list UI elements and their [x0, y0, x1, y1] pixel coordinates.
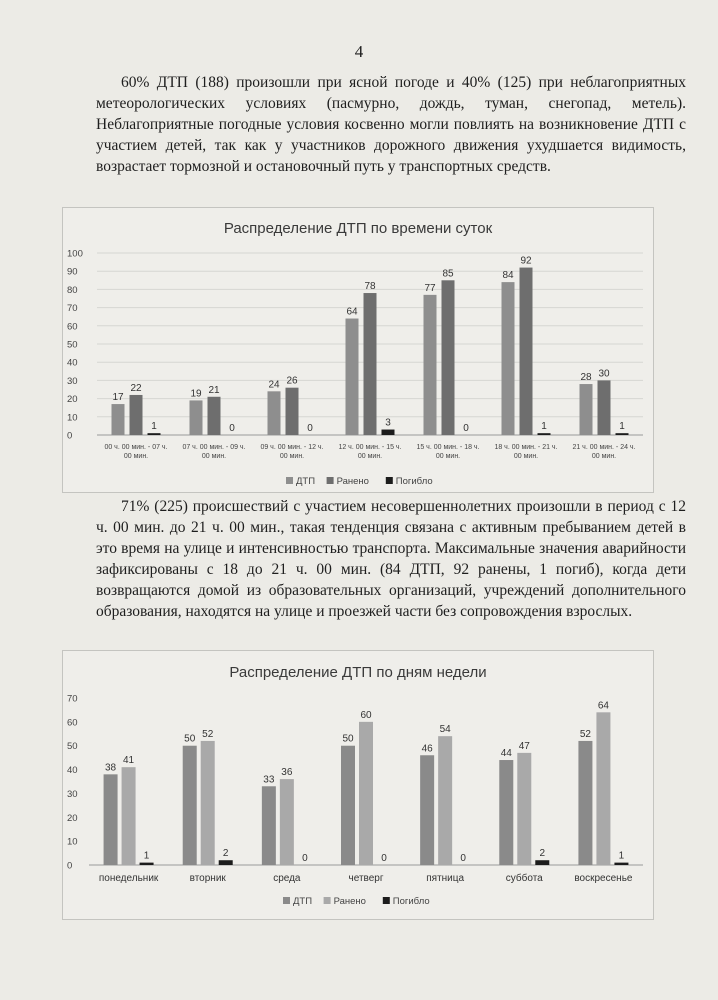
bar	[201, 741, 215, 865]
data-label: 0	[463, 423, 469, 434]
category-label: воскресенье	[574, 873, 633, 884]
bar	[438, 736, 452, 865]
data-label: 1	[151, 421, 157, 433]
bar	[286, 388, 299, 435]
data-label: 19	[190, 388, 202, 400]
data-label: 92	[520, 255, 532, 267]
y-tick-label: 100	[67, 248, 83, 260]
bar	[148, 433, 161, 435]
chart-time-of-day	[62, 207, 654, 493]
y-tick-label: 30	[67, 788, 78, 800]
data-label: 2	[539, 848, 546, 860]
data-label: 84	[502, 270, 514, 282]
bar	[520, 268, 533, 435]
category-label: 00 ч. 00 мин. - 07 ч.	[104, 444, 168, 451]
bar	[262, 786, 276, 865]
bar	[280, 779, 294, 865]
data-label: 64	[597, 700, 609, 712]
legend-label: ДТП	[293, 896, 313, 907]
data-label: 77	[424, 282, 436, 294]
legend-swatch	[324, 897, 331, 904]
data-label: 1	[618, 850, 625, 862]
bar	[219, 860, 233, 865]
bar	[208, 397, 221, 435]
legend-label: Погибло	[395, 476, 433, 487]
data-label: 1	[143, 850, 150, 862]
category-label: суббота	[505, 873, 543, 884]
y-tick-label: 80	[67, 284, 78, 296]
data-label: 52	[202, 728, 214, 740]
y-tick-label: 10	[67, 412, 78, 424]
y-tick-label: 20	[67, 812, 78, 824]
data-label: 22	[130, 382, 142, 394]
legend-swatch	[386, 477, 393, 484]
legend-swatch	[383, 897, 390, 904]
category-label: вторник	[189, 873, 226, 884]
category-label: пятница	[426, 873, 465, 884]
category-label: 00 мин.	[435, 453, 461, 460]
category-label: 15 ч. 00 мин. - 18 ч.	[416, 444, 480, 451]
chart-days-of-week	[62, 650, 654, 920]
bar	[183, 746, 197, 865]
category-label: 00 мин.	[123, 453, 149, 460]
paragraph-weather: 60% ДТП (188) произошли при ясной погоде и 40% (125) при неблагоприятных метеорологических условиях (пасмурно, дождь, туман, снегопад, метель). Неблагоприятные погодные условия косвенно могли повлиять на возникновение ДТП с участием детей, так как у участников дорожного движения ухудшается видимость, возрастает тормозной и остановочный путь у транспортных средств.	[96, 74, 686, 175]
category-label: среда	[273, 873, 301, 884]
data-label: 0	[381, 853, 387, 864]
bar	[598, 380, 611, 435]
data-label: 36	[281, 767, 293, 779]
category-label: 18 ч. 00 мин. - 21 ч.	[494, 444, 558, 451]
y-tick-label: 90	[67, 266, 78, 278]
data-label: 38	[105, 762, 117, 774]
legend-swatch	[327, 477, 334, 484]
data-label: 3	[385, 417, 391, 429]
y-tick-label: 0	[67, 860, 73, 872]
paragraph-time-analysis: 71% (225) происшествий с участием несовершеннолетних произошли в период с 12 ч. 00 мин. до 21 ч. 00 мин., такая тенденция связана с активным пребыванием детей в это время на улице и интенсивностью транспорта. Максимальные значения аварийности зафиксированы с 18 до 21 ч. 00 мин. (84 ДТП, 92 ранены, 1 погиб), когда дети возвращаются домой из образовательных организаций, учреждений дополнительного образования, находятся на улице и проезжей части без сопровождения взрослых.	[96, 498, 686, 620]
data-label: 50	[184, 733, 196, 745]
data-label: 78	[364, 281, 376, 293]
category-label: 09 ч. 00 мин. - 12 ч.	[260, 444, 324, 451]
bar	[580, 384, 593, 435]
data-label: 0	[229, 423, 235, 434]
bar	[140, 863, 154, 865]
bar	[442, 280, 455, 435]
bar	[104, 774, 118, 865]
bar	[112, 404, 125, 435]
chart-title: Распределение ДТП по времени суток	[223, 220, 493, 237]
data-label: 85	[442, 268, 454, 280]
bar	[190, 400, 203, 435]
data-label: 1	[619, 421, 625, 433]
data-label: 1	[541, 421, 547, 433]
legend-swatch	[286, 477, 293, 484]
bar	[268, 391, 281, 435]
data-label: 50	[342, 733, 354, 745]
category-label: 00 мин.	[201, 453, 227, 460]
data-label: 21	[208, 384, 220, 396]
category-label: 00 мин.	[279, 453, 305, 460]
data-label: 44	[500, 748, 512, 760]
bar	[499, 760, 513, 865]
bar	[538, 433, 551, 435]
y-tick-label: 40	[67, 765, 78, 777]
y-tick-label: 70	[67, 693, 78, 705]
y-tick-label: 30	[67, 375, 78, 387]
legend-label: Ранено	[333, 896, 366, 907]
legend-label: Погибло	[392, 896, 430, 907]
category-label: четверг	[348, 873, 384, 884]
bar	[578, 741, 592, 865]
data-label: 17	[112, 392, 124, 404]
y-tick-label: 70	[67, 303, 78, 315]
data-label: 54	[439, 724, 451, 736]
data-label: 0	[302, 853, 308, 864]
data-label: 24	[268, 379, 280, 391]
data-label: 0	[307, 423, 313, 434]
bar	[596, 712, 610, 865]
y-tick-label: 10	[67, 836, 78, 848]
legend-swatch	[283, 897, 290, 904]
category-label: понедельник	[98, 873, 159, 884]
data-label: 33	[263, 774, 275, 786]
chart-title: Распределение ДТП по дням недели	[229, 664, 487, 681]
bar	[122, 767, 136, 865]
data-label: 64	[346, 306, 358, 318]
y-tick-label: 40	[67, 357, 78, 369]
bar	[424, 295, 437, 435]
category-label: 07 ч. 00 мин. - 09 ч.	[182, 444, 246, 451]
bar	[614, 863, 628, 865]
chart-time-of-day-svg	[63, 208, 653, 492]
data-label: 2	[222, 848, 229, 860]
bar	[346, 319, 359, 435]
bar	[341, 746, 355, 865]
y-tick-label: 60	[67, 321, 78, 333]
bar	[517, 753, 531, 865]
chart-days-of-week-svg	[63, 651, 653, 919]
data-label: 28	[580, 372, 592, 384]
data-label: 30	[598, 368, 610, 380]
bar	[382, 430, 395, 435]
bar	[364, 293, 377, 435]
data-label: 52	[579, 728, 591, 740]
bar	[502, 282, 515, 435]
category-label: 12 ч. 00 мин. - 15 ч.	[338, 444, 402, 451]
category-label: 00 мин.	[513, 453, 539, 460]
category-label: 00 мин.	[357, 453, 383, 460]
data-label: 0	[460, 853, 466, 864]
bar	[535, 860, 549, 865]
category-label: 21 ч. 00 мин. - 24 ч.	[572, 444, 636, 451]
y-tick-label: 50	[67, 741, 78, 753]
legend-label: Ранено	[336, 476, 369, 487]
data-label: 26	[286, 375, 298, 387]
y-tick-label: 50	[67, 339, 78, 351]
bar	[130, 395, 143, 435]
y-tick-label: 20	[67, 394, 78, 406]
legend-label: ДТП	[296, 476, 316, 487]
page-number: 4	[354, 42, 364, 61]
bar	[616, 433, 629, 435]
y-tick-label: 0	[67, 430, 73, 442]
data-label: 47	[518, 740, 530, 752]
bar	[359, 722, 373, 865]
category-label: 00 мин.	[591, 453, 617, 460]
bar	[420, 755, 434, 865]
y-tick-label: 60	[67, 717, 78, 729]
data-label: 46	[421, 743, 433, 755]
data-label: 41	[123, 755, 135, 767]
data-label: 60	[360, 709, 372, 721]
